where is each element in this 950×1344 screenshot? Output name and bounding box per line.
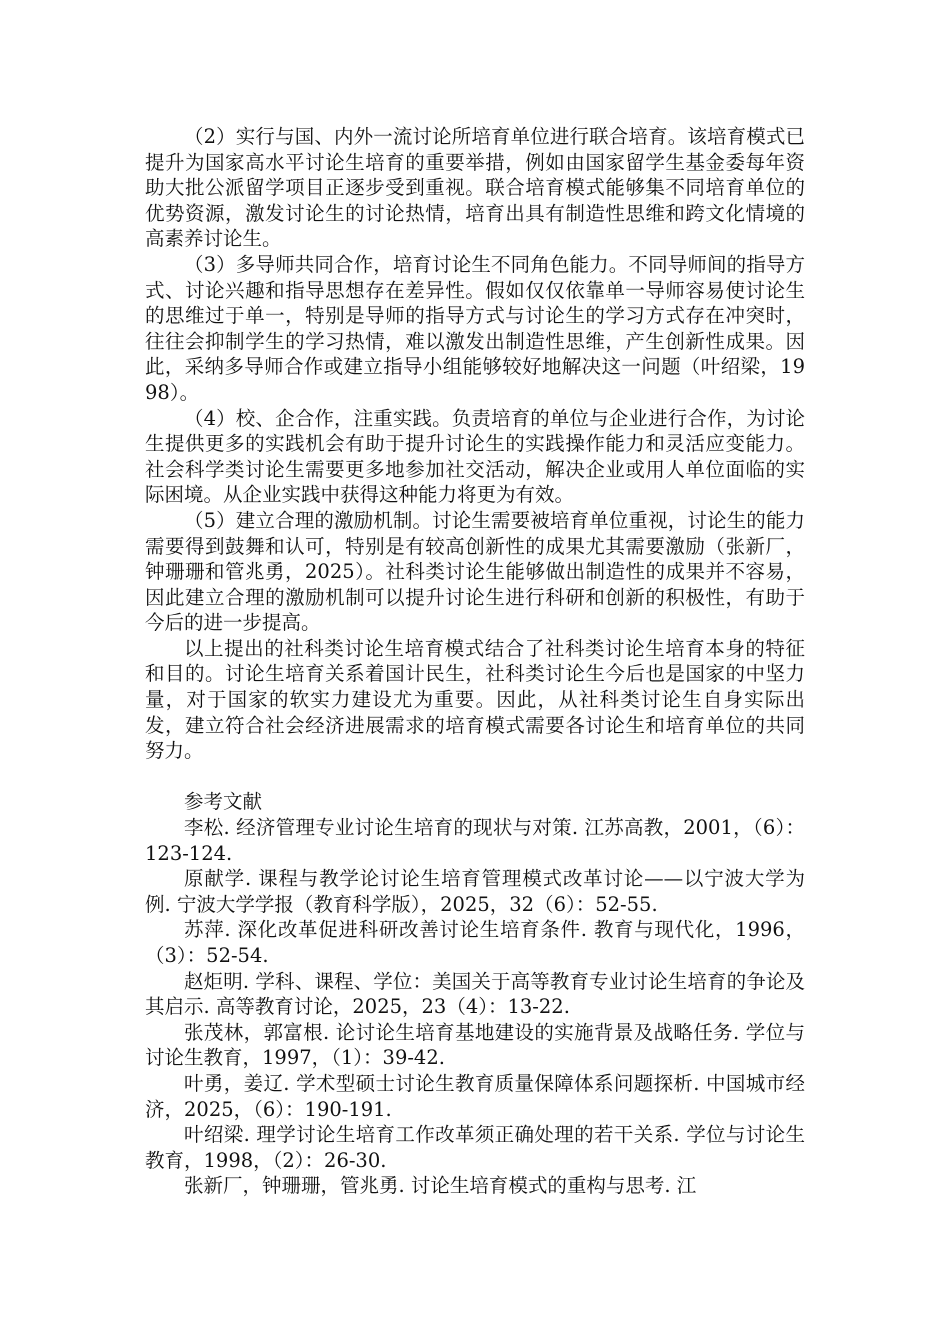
reference-item: 张茂林，郭富根. 论讨论生培育基地建设的实施背景及战略任务. 学位与讨论生教育，1997，（1）：39-42. [145,1020,805,1070]
reference-item: 叶勇，姜辽. 学术型硕士讨论生教育质量保障体系问题探析. 中国城市经济，2025，（6）：190-191. [145,1071,805,1121]
reference-item: 原献学. 课程与教学论讨论生培育管理模式改革讨论——以宁波大学为例. 宁波大学学报（教育科学版），2025，32（6）：52-55. [145,867,805,916]
reference-item: 叶绍梁. 理学讨论生培育工作改革须正确处理的若干关系. 学位与讨论生教育，1998，（2）：26-30. [145,1123,805,1172]
references-heading: 参考文献 [184,790,263,814]
reference-item: 李松. 经济管理专业讨论生培育的现状与对策. 江苏高教，2001，（6）：123-124. [145,816,805,865]
document-body [145,124,805,1199]
paragraph-incentive: （5）建立合理的激励机制。讨论生需要被培育单位重视，讨论生的能力需要得到鼓舞和认可，特别是有较高创新性的成果尤其需要激励（张新厂，钟珊珊和管兆勇，2025）。社科类讨论生能够做出制造性的成果并不容易，因此建立合理的激励机制可以提升讨论生进行科研和创新的积极性，有助于今后的进一步提高。 [145,508,805,635]
paragraph-multi-supervisor: （3）多导师共同合作，培育讨论生不同角色能力。不同导师间的指导方式、讨论兴趣和指导思想存在差异性。假如仅仅依靠单一导师容易使讨论生的思维过于单一，特别是导师的指导方式与讨论生的学习方式存在冲突时，往往会抑制学生的学习热情，难以激发出制造性思维，产生创新性成果。因此，采纳多导师合作或建立指导小组能够较好地解决这一问题（叶绍梁，1998）。 [145,252,805,404]
paragraph-conclusion: 以上提出的社科类讨论生培育模式结合了社科类讨论生培育本身的特征和目的。讨论生培育关系着国计民生，社科类讨论生今后也是国家的中坚力量，对于国家的软实力建设尤为重要。因此，从社科类讨论生自身实际出发，建立符合社会经济进展需求的培育模式需要各讨论生和培育单位的共同努力。 [145,636,805,763]
reference-item: 赵炬明. 学科、课程、学位：美国关于高等教育专业讨论生培育的争论及其启示. 高等教育讨论，2025，23（4）：13-22. [145,969,805,1019]
reference-item: 张新厂，钟珊珊，管兆勇. 讨论生培育模式的重构与思考. 江 [184,1174,697,1198]
reference-list [145,815,805,1199]
paragraph-school-enterprise: （4）校、企合作，注重实践。负责培育的单位与企业进行合作，为讨论生提供更多的实践机会有助于提升讨论生的实践操作能力和灵活应变能力。社会科学类讨论生需要更多地参加社交活动，解决企业或用人单位面临的实际困境。从企业实践中获得这种能力将更为有效。 [145,406,805,507]
paragraph-joint-training: （2）实行与国、内外一流讨论所培育单位进行联合培育。该培育模式已提升为国家高水平讨论生培育的重要举措，例如由国家留学生基金委每年资助大批公派留学项目正逐步受到重视。联合培育模式能够集不同培育单位的优势资源，激发讨论生的讨论热情，培育出具有制造性思维和跨文化情境的高素养讨论生。 [145,125,805,251]
reference-item: 苏萍. 深化改革促进科研改善讨论生培育条件. 教育与现代化，1996，（3）：52-54. [145,918,805,967]
